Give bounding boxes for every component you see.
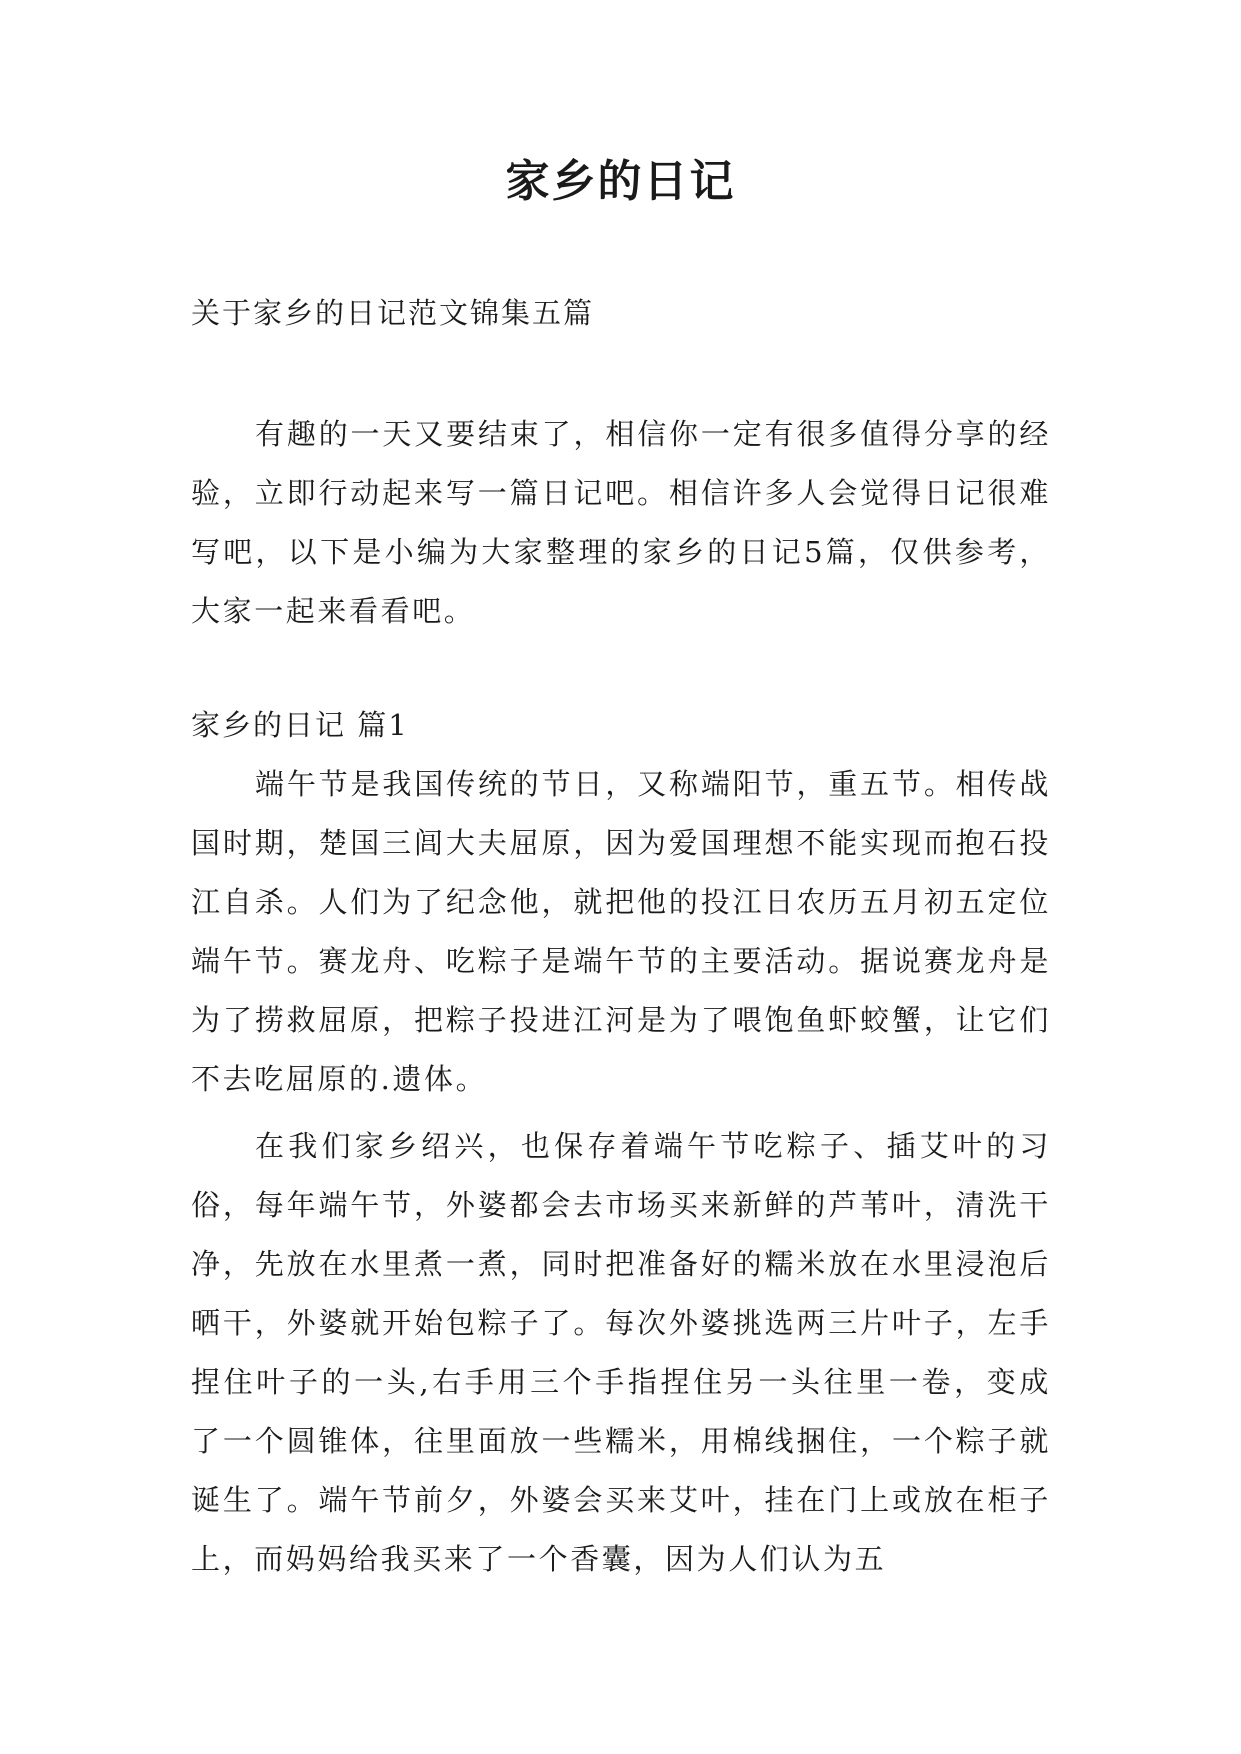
document-title: 家乡的日记 [505, 156, 736, 207]
intro-paragraph: 有趣的一天又要结束了，相信你一定有很多值得分享的经验，立即行动起来写一篇日记吧。相信许多人会觉得日记很难写吧，以下是小编为大家整理的家乡的日记5篇，仅供参考，大家一起来看看吧。 [191, 417, 1051, 628]
body-paragraph: 在我们家乡绍兴，也保存着端午节吃粽子、插艾叶的习俗，每年端午节，外婆都会去市场买来新鲜的芦苇叶，清洗干净，先放在水里煮一煮，同时把准备好的糯米放在水里浸泡后晒干，外婆就开始包粽子了。每次外婆挑选两三片叶子，左手捏住叶子的一头,右手用三个手指捏住另一头往里一卷，变成了一个圆锥体，往里面放一些糯米，用棉线捆住，一个粽子就诞生了。端午节前夕，外婆会买来艾叶，挂在门上或放在柜子上，而妈妈给我买来了一个香囊，因为人们认为五 [191, 1129, 1051, 1576]
document-subtitle: 关于家乡的日记范文锦集五篇 [191, 296, 595, 330]
section-heading: 家乡的日记 篇1 [191, 708, 409, 742]
body-paragraph: 端午节是我国传统的节日，又称端阳节，重五节。相传战国时期，楚国三闾大夫屈原，因为爱国理想不能实现而抱石投江自杀。人们为了纪念他，就把他的投江日农历五月初五定位端午节。赛龙舟、吃粽子是端午节的主要活动。据说赛龙舟是为了捞救屈原，把粽子投进江河是为了喂饱鱼虾蛟蟹，让它们不去吃屈原的.遗体。 [191, 767, 1051, 1096]
